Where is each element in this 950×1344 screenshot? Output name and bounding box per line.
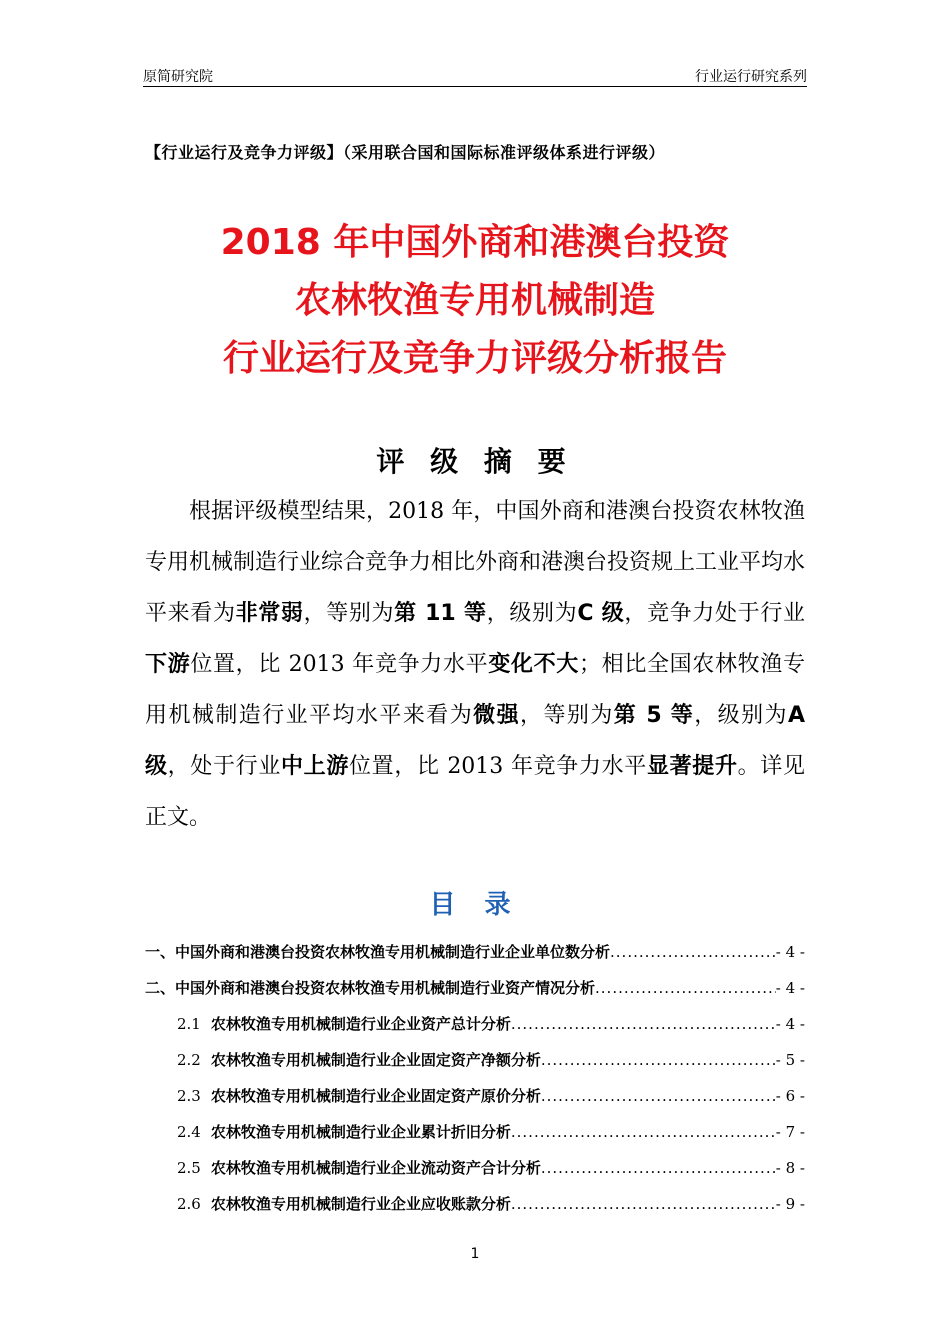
summary-emphasis: 微强: [473, 703, 521, 728]
summary-emphasis: 第 11 等: [394, 601, 487, 626]
title-line-3: 行业运行及竞争力评级分析报告: [222, 338, 727, 379]
summary-body: [145, 486, 805, 843]
toc-entry-page: - 6 -: [775, 1087, 805, 1105]
toc-entry-number: 2.2: [177, 1051, 201, 1069]
toc-entry-page: - 5 -: [775, 1051, 805, 1069]
toc-entry-page: - 8 -: [775, 1159, 805, 1177]
toc-entry-label: 二、中国外商和港澳台投资农林牧渔专用机械制造行业资产情况分析: [145, 979, 596, 997]
toc-entry[interactable]: [145, 970, 805, 1006]
toc-entry[interactable]: [145, 1042, 805, 1078]
summary-text: 位置，比 2013 年竞争力水平: [190, 652, 489, 677]
summary-text: ，等别为: [520, 703, 614, 728]
toc-entry[interactable]: [145, 1078, 805, 1114]
toc-entry-number: 2.3: [177, 1087, 201, 1105]
toc-entry-label: 农林牧渔专用机械制造行业企业累计折旧分析: [210, 1123, 511, 1141]
toc-entry-label: 农林牧渔专用机械制造行业企业应收账款分析: [210, 1195, 511, 1213]
toc-entry[interactable]: [145, 934, 805, 970]
toc-entry-label: 农林牧渔专用机械制造行业企业固定资产净额分析: [210, 1051, 541, 1069]
summary-emphasis: 下游: [145, 652, 191, 677]
summary-emphasis: 变化不大: [488, 652, 579, 677]
summary-emphasis: A 级: [145, 703, 805, 779]
toc-leader-dots: [610, 934, 776, 970]
title-line-1: 2018 年中国外商和港澳台投资: [220, 222, 730, 263]
toc-leader-dots: [541, 1078, 776, 1114]
report-title: [0, 214, 950, 388]
page-header: [143, 62, 807, 87]
toc-leader-dots: [511, 1186, 776, 1222]
summary-text: 根据评级模型结果，2018 年，中国外商和港澳台投资农林牧渔专用机械制造行业综合竞争力相比外商和港澳台投资规上工业平均水平来看为: [145, 499, 806, 626]
toc-leader-dots: [511, 1114, 776, 1150]
summary-text: ，级别为: [486, 601, 578, 626]
toc-entry[interactable]: [145, 1150, 805, 1186]
toc-entry[interactable]: [145, 1186, 805, 1222]
toc-leader-dots: [541, 1150, 776, 1186]
toc-leader-dots: [595, 970, 776, 1006]
toc-heading: 目 录: [429, 890, 521, 920]
toc-entry[interactable]: [145, 1114, 805, 1150]
page-number: 1: [470, 1246, 480, 1262]
toc-entry-page: - 4 -: [775, 943, 805, 961]
toc-entry-page: - 4 -: [775, 1015, 805, 1033]
toc-entry-page: - 7 -: [775, 1123, 805, 1141]
toc-entry-label: 农林牧渔专用机械制造行业企业流动资产合计分析: [210, 1159, 541, 1177]
toc-entry-number: 2.5: [177, 1159, 201, 1177]
toc-entry-number: 2.6: [177, 1195, 201, 1213]
toc-entry-label: 一、中国外商和港澳台投资农林牧渔专用机械制造行业企业单位数分析: [145, 943, 611, 961]
toc-leader-dots: [541, 1042, 776, 1078]
summary-text: ，等别为: [303, 601, 395, 626]
summary-text: 。详见正文。: [145, 754, 805, 830]
summary-emphasis: 中上游: [281, 754, 349, 779]
table-of-contents: [145, 934, 805, 1222]
report-tagline: 【行业运行及竞争力评级】（采用联合国和国际标准评级体系进行评级）: [145, 143, 666, 162]
header-series: 行业运行研究系列: [695, 69, 807, 85]
toc-leader-dots: [511, 1006, 776, 1042]
summary-text: ；相比全国农林牧渔专用机械制造行业平均水平来看为: [145, 652, 805, 728]
toc-entry-label: 农林牧渔专用机械制造行业企业资产总计分析: [210, 1015, 511, 1033]
summary-emphasis: 显著提升: [646, 754, 738, 779]
toc-entry-page: - 9 -: [775, 1195, 805, 1213]
summary-text: ，处于行业: [167, 754, 281, 779]
summary-text: ，级别为: [694, 703, 788, 728]
toc-entry-number: 2.1: [177, 1015, 201, 1033]
summary-paragraph: [145, 486, 805, 843]
summary-emphasis: 第 5 等: [613, 703, 695, 728]
header-institute: 原简研究院: [143, 69, 213, 85]
title-line-2: 农林牧渔专用机械制造: [294, 280, 655, 321]
toc-entry-page: - 4 -: [775, 979, 805, 997]
toc-entry-number: 2.4: [177, 1123, 201, 1141]
toc-entry-label: 农林牧渔专用机械制造行业企业固定资产原价分析: [210, 1087, 541, 1105]
summary-emphasis: 非常弱: [235, 601, 304, 626]
summary-text: 位置，比 2013 年竞争力水平: [349, 754, 647, 779]
toc-entry[interactable]: [145, 1006, 805, 1042]
summary-heading: 评 级 摘 要: [376, 445, 574, 478]
summary-text: ，竞争力处于行业: [624, 601, 805, 626]
summary-emphasis: C 级: [577, 601, 625, 626]
